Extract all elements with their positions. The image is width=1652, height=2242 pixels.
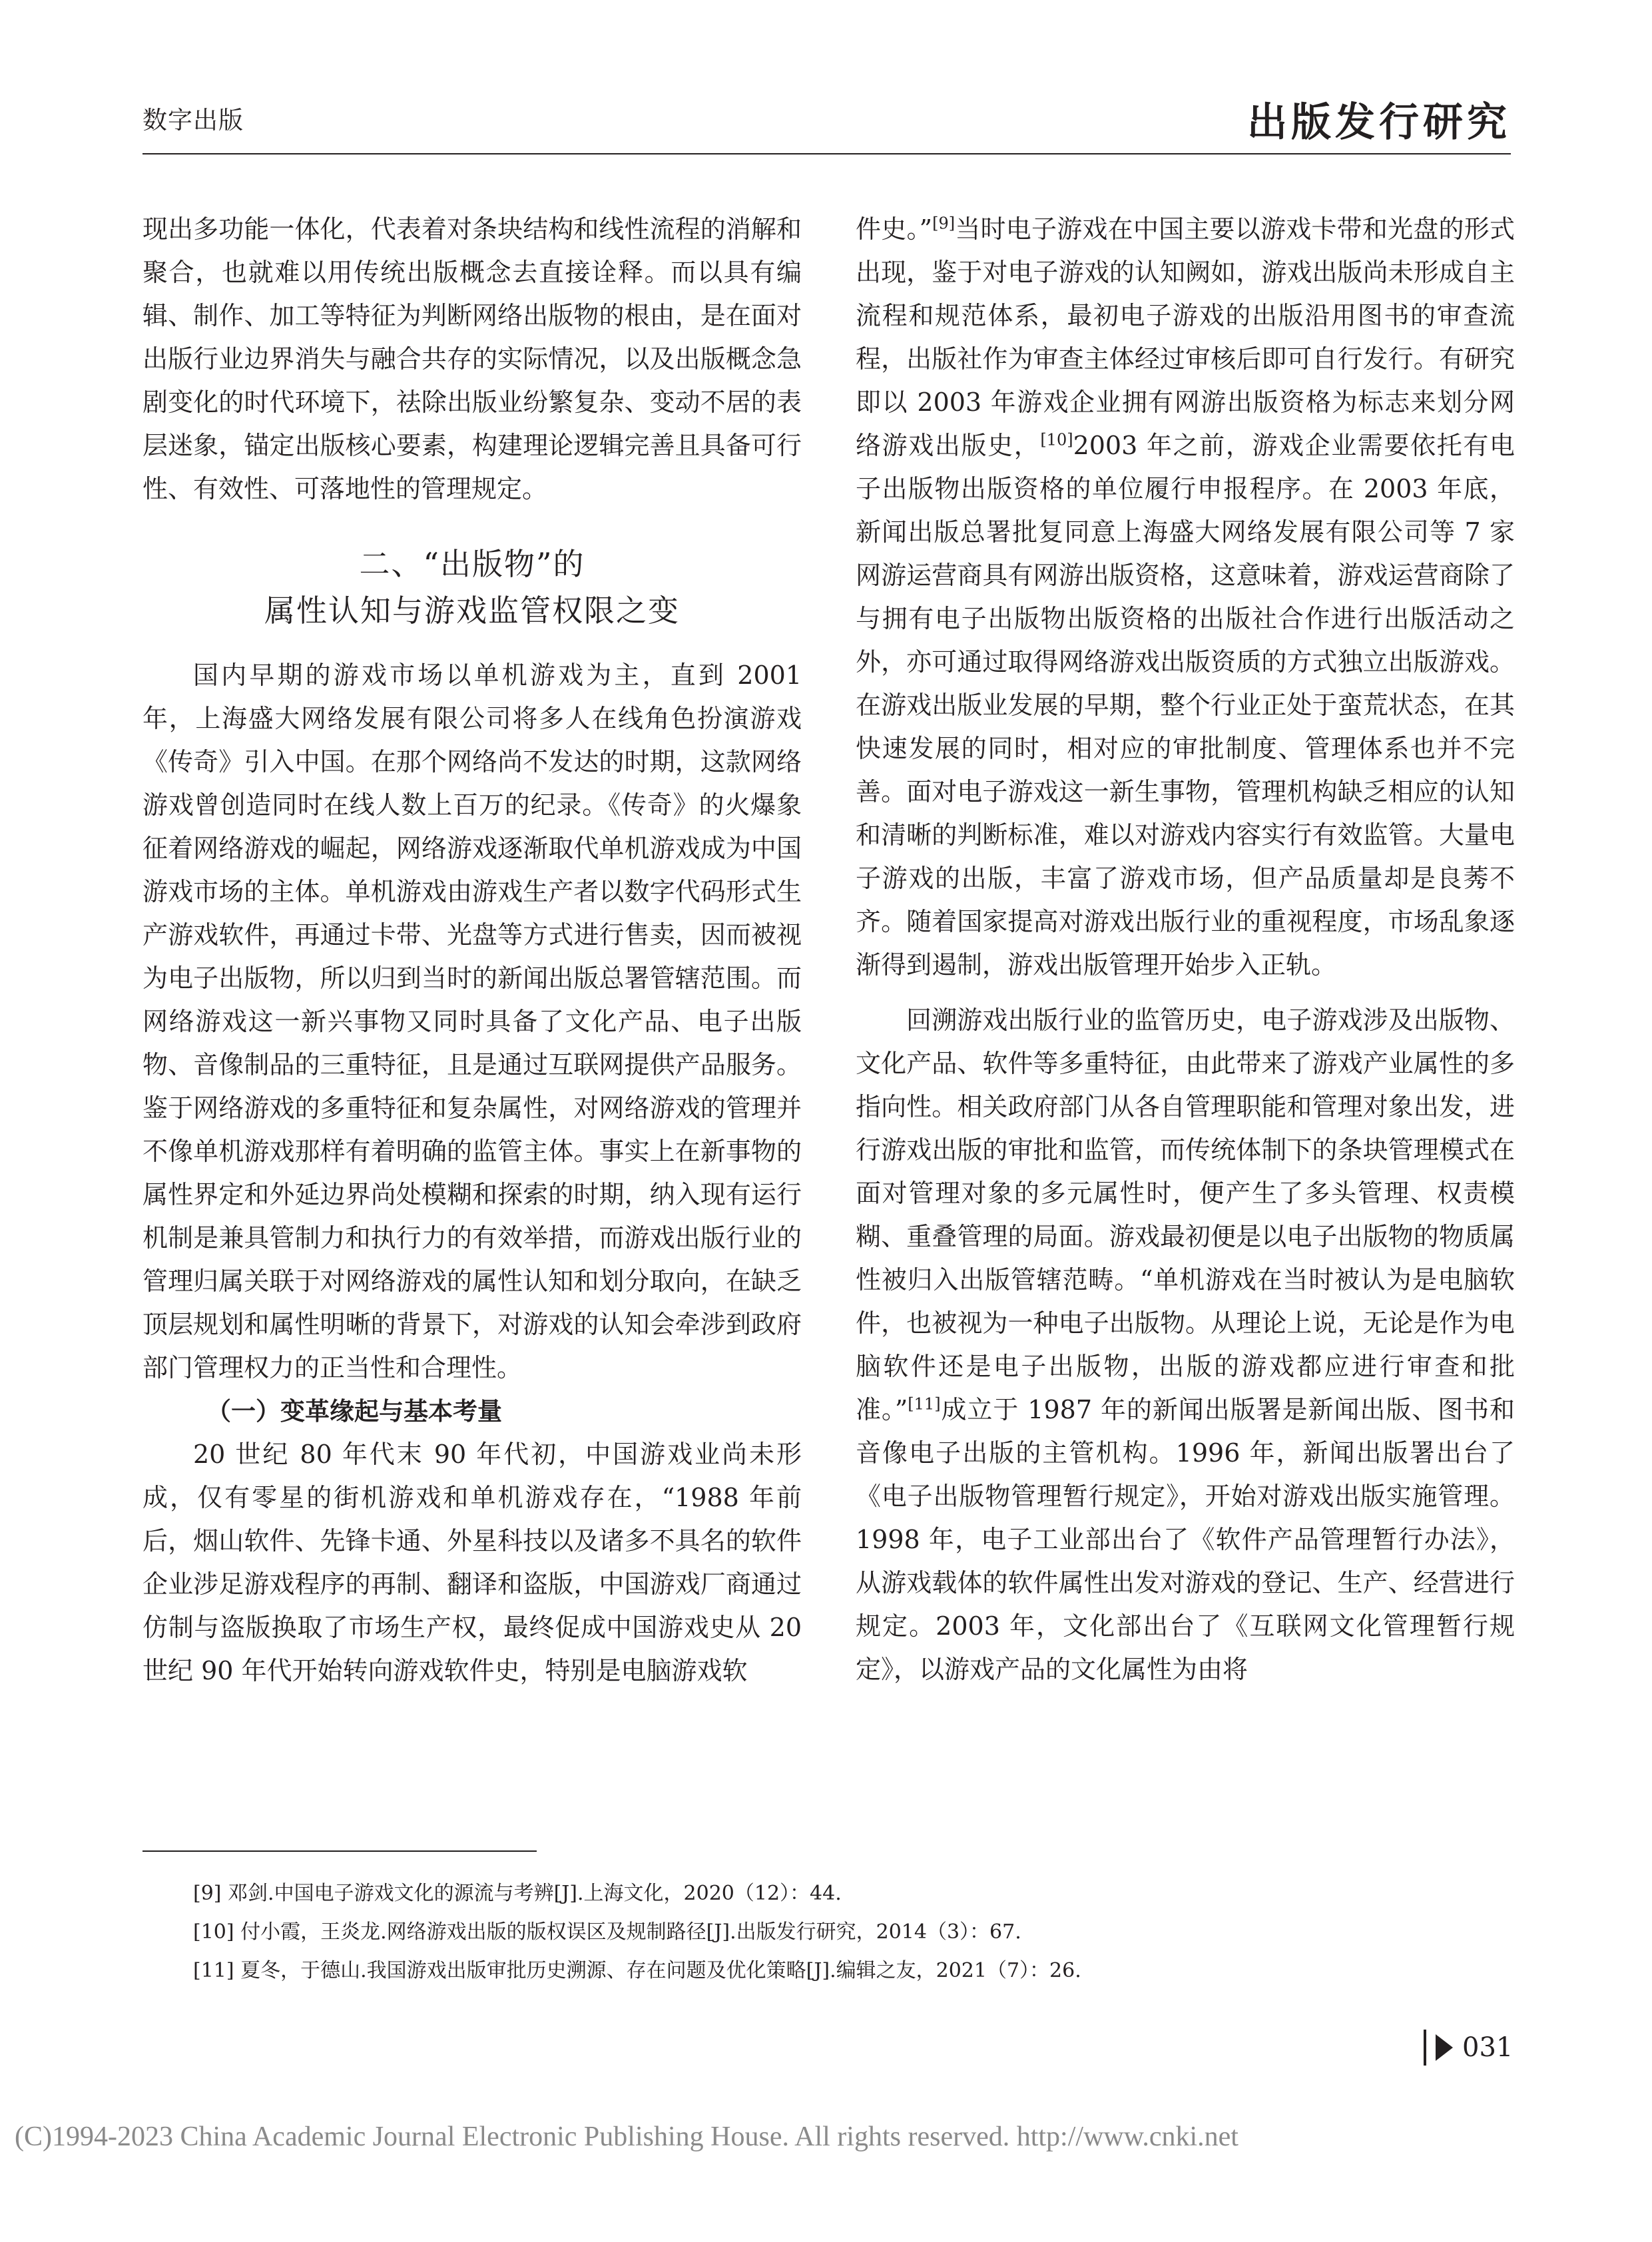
paragraph bbox=[856, 208, 1515, 987]
page-number-text: 031 bbox=[1462, 2032, 1514, 2063]
text-run: 回溯游戏出版行业的监管历史，电子游戏涉及出版物、文化产品、软件等多重特征，由此带来了游戏产业属性的多指向性。相关政府部门从各自管理职能和管理对象出发，进行游戏出版的审批和监管，而传统体制下的条块管理模式在面对管理对象的多元属性时，便产生了多头管理、权责模糊、重叠管理的局面。游戏最初便是以电子出版物的物质属性被归入出版管辖范畴。“单机游戏在当时被认为是电脑软件，也被视为一种电子出版物。从理论上说，无论是作为电脑软件还是电子出版物，出版的游戏都应进行审查和批准。” bbox=[856, 1005, 1515, 1424]
footnote: [9] 邓剑.中国电子游戏文化的源流与考辨[J].上海文化，2020（12）：44. bbox=[193, 1882, 842, 1905]
paragraph: 20 世纪 80 年代末 90 年代初，中国游戏业尚未形成，仅有零星的街机游戏和单机游戏存在，“1988 年前后，烟山软件、先锋卡通、外星科技以及诸多不具名的软件企业涉足游戏程序的再制、翻译和盗版，中国游戏厂商通过仿制与盗版换取了市场生产权，最终促成中国游戏史从 20 世纪 90 年代开始转向游戏软件史，特别是电脑游戏软 bbox=[142, 1440, 802, 1685]
footnote-ref[interactable]: [10] bbox=[1040, 430, 1073, 449]
journal-logo: 出版发行研究 bbox=[1247, 99, 1511, 146]
footnote-ref[interactable]: [9] bbox=[932, 214, 956, 233]
section-title bbox=[142, 541, 802, 634]
subsection-heading: （一）变革缘起与基本考量 bbox=[206, 1397, 502, 1426]
paragraph: 国内早期的游戏市场以单机游戏为主，直到 2001 年，上海盛大网络发展有限公司将多人在线角色扮演游戏《传奇》引入中国。在那个网络尚不发达的时期，这款网络游戏曾创造同时在线人数上百万的纪录。《传奇》的火爆象征着网络游戏的崛起，网络游戏逐渐取代单机游戏成为中国游戏市场的主体。单机游戏由游戏生产者以数字代码形式生产游戏软件，再通过卡带、光盘等方式进行售卖，因而被视为电子出版物，所以归到当时的新闻出版总署管辖范围。而网络游戏这一新兴事物又同时具备了文化产品、电子出版物、音像制品的三重特征，且是通过互联网提供产品服务。鉴于网络游戏的多重特征和复杂属性，对网络游戏的管理并不像单机游戏那样有着明确的监管主体。事实上在新事物的属性界定和外延边界尚处模糊和探索的时期，纳入现有运行机制是兼具管制力和执行力的有效举措，而游戏出版行业的管理归属关联于对网络游戏的属性认知和划分取向，在缺乏顶层规划和属性明晰的背景下，对游戏的认知会牵涉到政府部门管理权力的正当性和合理性。 bbox=[142, 661, 802, 1382]
footnote-divider bbox=[142, 1850, 537, 1852]
header-divider bbox=[142, 153, 1511, 154]
footnote: [10] 付小霞，王炎龙.网络游戏出版的版权误区及规制路径[J].出版发行研究，2014（3）：67. bbox=[193, 1920, 1021, 1944]
running-header-section: 数字出版 bbox=[142, 106, 244, 135]
text-run: 成立于 1987 年的新闻出版署是新闻出版、图书和音像电子出版的主管机构。1996 年，新闻出版署出台了《电子出版物管理暂行规定》，开始对游戏出版实施管理。1998 年，电子工业部出台了《软件产品管理暂行办法》，从游戏载体的软件属性出发对游戏的登记、生产、经营进行规定。2003 年，文化部出台了《互联网文化管理暂行规定》，以游戏产品的文化属性为由将 bbox=[856, 1395, 1515, 1684]
text-run: 2003 年之前，游戏企业需要依托有电子出版物出版资格的单位履行申报程序。在 2003 年底，新闻出版总署批复同意上海盛大网络发展有限公司等 7 家网游运营商具有网游出版资格，这意味着，游戏运营商除了与拥有电子出版物出版资格的出版社合作进行出版活动之外，亦可通过取得网络游戏出版资质的方式独立出版游戏。在游戏出版业发展的早期，整个行业正处于蛮荒状态，在其快速发展的同时，相对应的审批制度、管理体系也并不完善。面对电子游戏这一新生事物，管理机构缺乏相应的认知和清晰的判断标准，难以对游戏内容实行有效监管。大量电子游戏的出版，丰富了游戏市场，但产品质量却是良莠不齐。随着国家提高对游戏出版行业的重视程度，市场乱象逐渐得到遏制，游戏出版管理开始步入正轨。 bbox=[856, 431, 1515, 980]
footnote-ref[interactable]: [11] bbox=[908, 1394, 941, 1414]
copyright-watermark: (C)1994-2023 China Academic Journal Electronic Publishing House. All rights reserved. http://www.cnki.net bbox=[15, 2121, 1239, 2152]
text-run: 当时电子游戏在中国主要以游戏卡带和光盘的形式出现，鉴于对电子游戏的认知阙如，游戏出版尚未形成自主流程和规范体系，最初电子游戏的出版沿用图书的审查流程，出版社作为审查主体经过审核后即可自行发行。有研究即以 2003 年游戏企业拥有网游出版资格为标志来划分网络游戏出版史， bbox=[856, 214, 1515, 460]
footnotes bbox=[193, 1874, 1525, 1990]
divider-bar bbox=[1424, 2030, 1426, 2066]
section-title-line: 二、“出版物”的 bbox=[359, 546, 585, 582]
page-number bbox=[1424, 2030, 1513, 2066]
left-column bbox=[142, 208, 802, 1693]
paragraph bbox=[856, 999, 1515, 1691]
paragraph: 现出多功能一体化，代表着对条块结构和线性流程的消解和聚合，也就难以用传统出版概念去直接诠释。而以具有编辑、制作、加工等特征为判断网络出版物的根由，是在面对出版行业边界消失与融合共存的实际情况，以及出版概念急剧变化的时代环境下，祛除出版业纷繁复杂、变动不居的表层迷象，锚定出版核心要素，构建理论逻辑完善且具备可行性、有效性、可落地性的管理规定。 bbox=[142, 214, 802, 503]
footnote: [11] 夏冬，于德山.我国游戏出版审批历史溯源、存在问题及优化策略[J].编辑之友，2021（7）：26. bbox=[193, 1959, 1081, 1982]
triangle-icon bbox=[1436, 2034, 1453, 2061]
right-column bbox=[856, 208, 1515, 1691]
section-title-line: 属性认知与游戏监管权限之变 bbox=[264, 593, 680, 629]
text-run: 件史。” bbox=[856, 214, 933, 244]
